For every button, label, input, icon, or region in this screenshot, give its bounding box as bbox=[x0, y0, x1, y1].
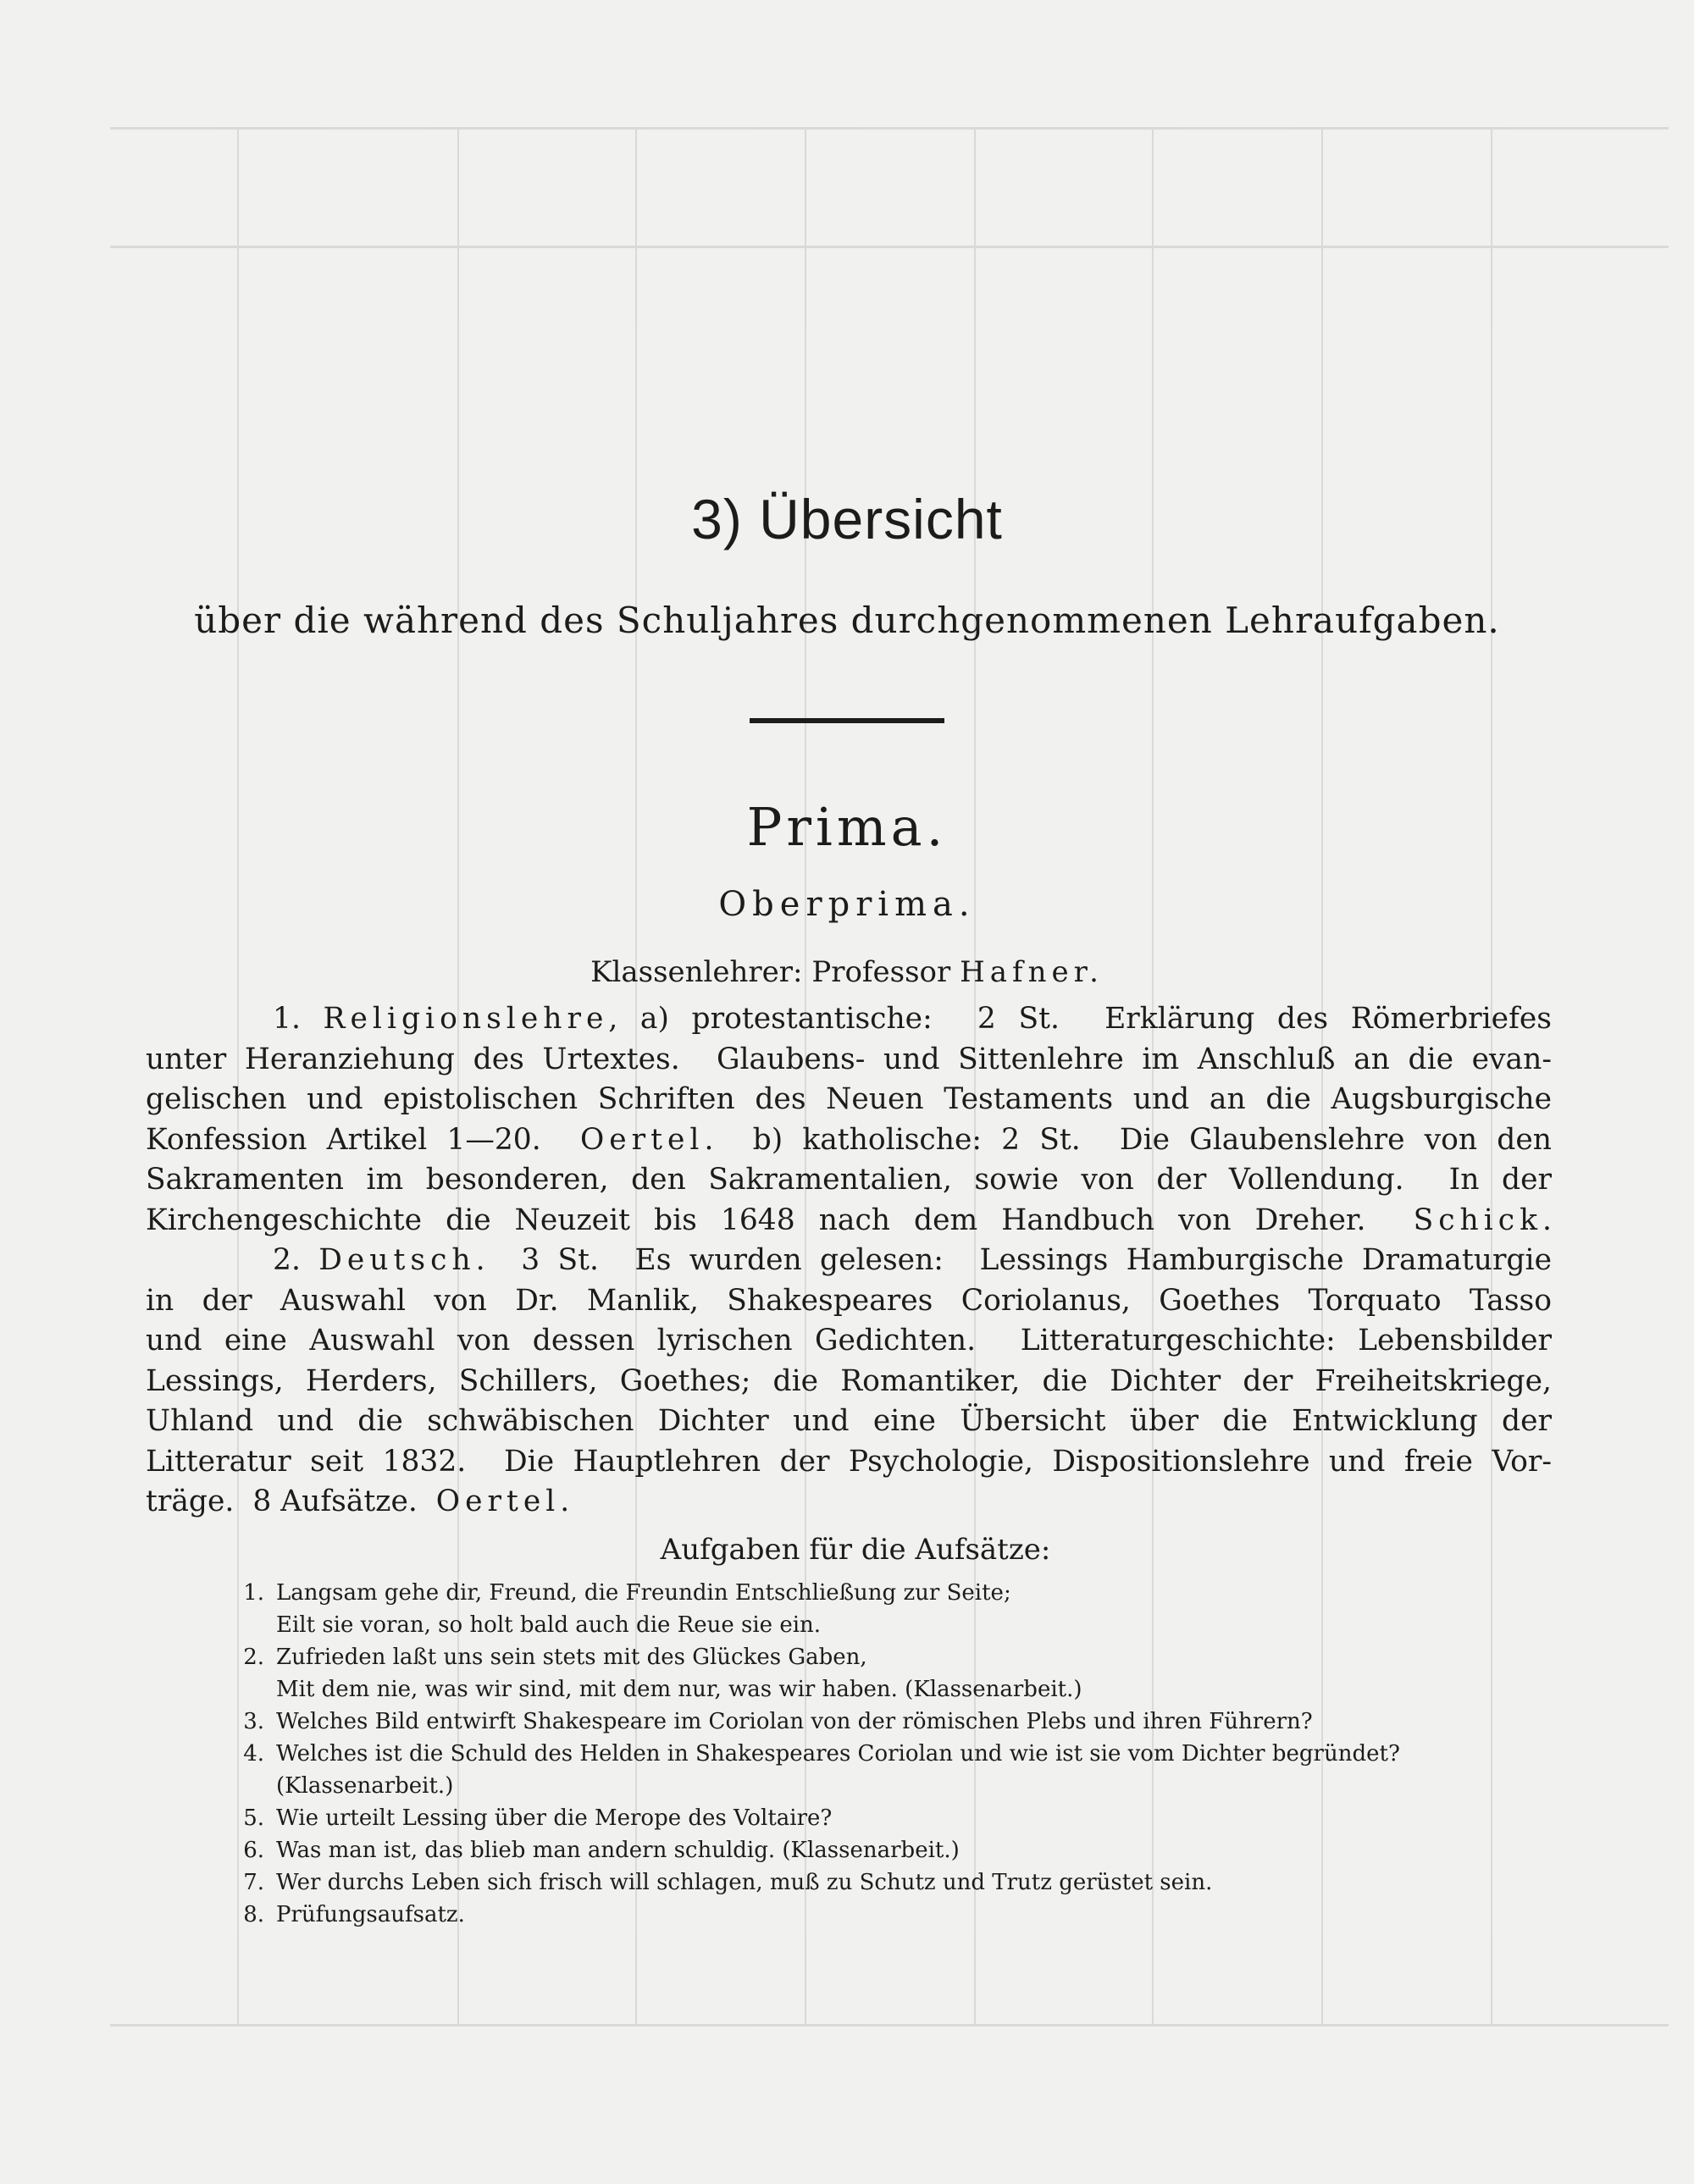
task-number: 4. bbox=[243, 1741, 264, 1767]
task-item bbox=[222, 1834, 1611, 1866]
body-text bbox=[146, 999, 1552, 1523]
body-text-run: gelischen und epistolischen Schriften des Neuen Testaments und an die Augsburgische bbox=[146, 1082, 1552, 1116]
body-text-run: 1. bbox=[273, 1002, 324, 1036]
task-text bbox=[276, 1899, 1611, 1931]
task-item bbox=[222, 1866, 1611, 1899]
body-line bbox=[146, 1281, 1552, 1322]
task-line: Wie urteilt Lessing über die Merope des Voltaire? bbox=[276, 1805, 833, 1831]
task-text bbox=[276, 1641, 1611, 1706]
task-line: Prüfungsaufsatz. bbox=[276, 1902, 465, 1927]
body-text-run: träge. 8 Aufsätze. bbox=[146, 1485, 436, 1518]
body-text-run: unter Heranziehung des Urtextes. Glaubens- und Sittenlehre im Anschluß an die evan- bbox=[146, 1042, 1552, 1076]
body-line bbox=[146, 1362, 1552, 1402]
spaced-name: Deutsch bbox=[318, 1243, 476, 1277]
section-subtitle: über die während des Schuljahres durchgenommenen Lehraufgaben. bbox=[194, 600, 1500, 641]
section-title: 3) Übersicht bbox=[691, 488, 1003, 550]
task-number: 6. bbox=[243, 1838, 264, 1863]
klassenlehrer-name: Hafner. bbox=[960, 955, 1104, 989]
body-line bbox=[146, 1482, 1552, 1523]
body-line bbox=[146, 1321, 1552, 1362]
body-text-run: in der Auswahl von Dr. Manlik, Shakespeares Coriolanus, Goethes Torquato Tasso bbox=[146, 1283, 1552, 1318]
task-number: 1. bbox=[243, 1580, 264, 1606]
body-text-run: Kirchengeschichte die Neuzeit bis 1648 nach dem Handbuch von Dreher. bbox=[146, 1203, 1414, 1237]
body-text-run: und eine Auswahl von dessen lyrischen Gedichten. Litteraturgeschichte: Lebensbilder bbox=[146, 1324, 1552, 1357]
task-text bbox=[276, 1802, 1611, 1834]
task-line: Zufrieden laßt uns sein stets mit des Glückes Gaben, bbox=[276, 1645, 867, 1670]
body-text-run: Sakramenten im besonderen, den Sakramentalien, sowie von der Vollendung. In der bbox=[146, 1163, 1552, 1197]
task-number: 2. bbox=[243, 1645, 264, 1670]
spaced-name: Oertel bbox=[579, 1122, 705, 1157]
body-text-run: . 3 St. Es wurden gelesen: Lessings Hamburgische Dramaturgie bbox=[475, 1243, 1552, 1277]
task-line: Was man ist, das blieb man andern schuldig. (Klassenarbeit.) bbox=[276, 1838, 960, 1863]
aufgaben-heading: Aufgaben für die Aufsätze: bbox=[660, 1533, 1051, 1567]
task-item bbox=[222, 1706, 1611, 1738]
body-text-run: Litteratur seit 1832. Die Hauptlehren der Psychologie, Dispositionslehre und freie Vor- bbox=[146, 1444, 1552, 1479]
klassenlehrer-line bbox=[0, 955, 1694, 989]
body-line bbox=[146, 1040, 1552, 1081]
task-text bbox=[276, 1738, 1611, 1802]
task-item bbox=[222, 1899, 1611, 1931]
task-line: Welches Bild entwirft Shakespeare im Coriolan von der römischen Plebs und ihren Führern? bbox=[276, 1709, 1313, 1734]
body-line bbox=[146, 1120, 1552, 1161]
task-line: Mit dem nie, was wir sind, mit dem nur, was wir haben. (Klassenarbeit.) bbox=[276, 1677, 1082, 1702]
heading-prima: Prima. bbox=[746, 796, 948, 858]
heading-oberprima: Oberprima. bbox=[718, 885, 976, 924]
task-text bbox=[276, 1866, 1611, 1899]
body-text-run: , a) protestantische: 2 St. Erklärung des Römerbriefes bbox=[608, 1002, 1552, 1036]
body-text-run: 2. bbox=[273, 1243, 319, 1277]
task-text bbox=[276, 1834, 1611, 1866]
task-line: Eilt sie voran, so holt bald auch die Reue sie ein. bbox=[276, 1612, 822, 1638]
body-line bbox=[146, 1442, 1552, 1483]
body-line bbox=[146, 1402, 1552, 1442]
body-text-run: Konfession Artikel 1—20. bbox=[146, 1122, 580, 1157]
task-line: Wer durchs Leben sich frisch will schlagen, muß zu Schutz und Trutz gerüstet sein. bbox=[276, 1870, 1213, 1895]
body-line bbox=[146, 1160, 1552, 1201]
body-line bbox=[146, 1241, 1552, 1281]
task-number: 5. bbox=[243, 1805, 264, 1831]
task-item bbox=[222, 1641, 1611, 1706]
body-text-run: . b) katholische: 2 St. Die Glaubenslehre von den bbox=[704, 1122, 1552, 1157]
body-text-run: . bbox=[560, 1485, 570, 1518]
body-text-run: Lessings, Herders, Schillers, Goethes; die Romantiker, die Dichter der Freiheitskriege, bbox=[146, 1363, 1552, 1398]
task-list bbox=[222, 1577, 1611, 1931]
spaced-name: Schick bbox=[1413, 1203, 1543, 1237]
divider-rule bbox=[750, 718, 944, 723]
task-item bbox=[222, 1738, 1611, 1802]
task-line: (Klassenarbeit.) bbox=[276, 1773, 454, 1799]
task-number: 8. bbox=[243, 1902, 264, 1927]
spaced-name: Religionslehre bbox=[323, 1002, 609, 1036]
body-line bbox=[146, 999, 1552, 1040]
task-line: Welches ist die Schuld des Helden in Shakespeares Coriolan und wie ist sie vom Dichter begründet? bbox=[276, 1741, 1400, 1767]
task-text bbox=[276, 1577, 1611, 1641]
body-text-run: . bbox=[1542, 1203, 1552, 1237]
task-item bbox=[222, 1802, 1611, 1834]
task-number: 3. bbox=[243, 1709, 264, 1734]
body-line bbox=[146, 1080, 1552, 1120]
task-line: Langsam gehe dir, Freund, die Freundin Entschließung zur Seite; bbox=[276, 1580, 1011, 1606]
task-text bbox=[276, 1706, 1611, 1738]
klassenlehrer-label: Klassenlehrer: Professor bbox=[590, 955, 960, 989]
spaced-name: Oertel bbox=[435, 1485, 561, 1518]
task-number: 7. bbox=[243, 1870, 264, 1895]
body-line bbox=[146, 1201, 1552, 1241]
body-text-run: Uhland und die schwäbischen Dichter und eine Übersicht über die Entwicklung der bbox=[146, 1404, 1552, 1438]
task-item bbox=[222, 1577, 1611, 1641]
